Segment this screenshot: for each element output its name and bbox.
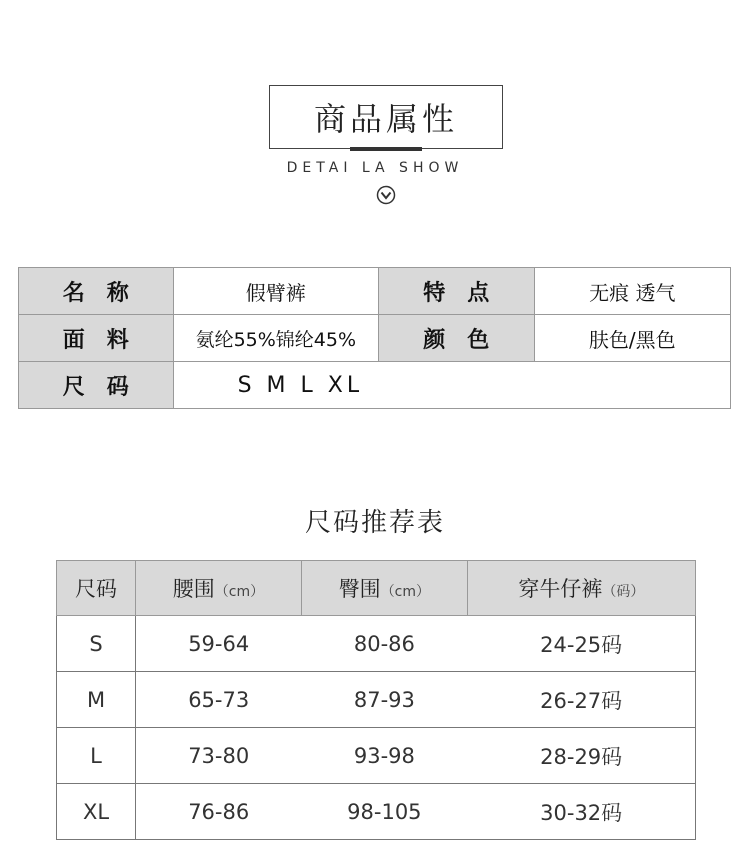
hip-cell: 98-105 [301,784,467,840]
jeans-size-cell: 26-27码 [467,672,695,728]
attr-value: 氨纶55%锦纶45% [173,315,378,362]
column-header: 尺码 [57,561,136,616]
size-cell: XL [57,784,136,840]
attributes-table [18,267,731,409]
hip-cell: 93-98 [301,728,467,784]
page-subtitle: DETAI LA SHOW [286,160,464,176]
page-title: 商品属性 [313,100,458,138]
hip-cell: 87-93 [301,672,467,728]
attr-row [19,268,731,315]
attr-value: 肤色/黑色 [534,315,730,362]
attr-value: S M L XL [173,362,730,409]
waist-cell: 59-64 [136,616,302,672]
hip-cell: 80-86 [301,616,467,672]
attr-label: 面 料 [19,315,174,362]
table-row [57,728,696,784]
attr-label: 颜 色 [379,315,535,362]
waist-cell: 73-80 [136,728,302,784]
size-table-title: 尺码推荐表 [304,508,445,538]
column-header: 腰围（cm） [136,561,302,616]
page-title-box [269,85,503,149]
size-cell: M [57,672,136,728]
attr-value: 无痕 透气 [534,268,730,315]
attr-label: 名 称 [19,268,174,315]
attr-row [19,315,731,362]
size-cell: L [57,728,136,784]
attr-value: 假臂裤 [173,268,378,315]
size-table [56,560,696,840]
column-header: 臀围（cm） [301,561,467,616]
jeans-size-cell: 28-29码 [467,728,695,784]
size-table-header [57,561,696,616]
column-header: 穿牛仔裤（码） [467,561,695,616]
attr-label: 尺 码 [19,362,174,409]
jeans-size-cell: 24-25码 [467,616,695,672]
jeans-size-cell: 30-32码 [467,784,695,840]
waist-cell: 76-86 [136,784,302,840]
size-cell: S [57,616,136,672]
table-row [57,672,696,728]
attr-row [19,362,731,409]
waist-cell: 65-73 [136,672,302,728]
table-row [57,616,696,672]
chevron-down-circle-icon [376,185,396,205]
table-row [57,784,696,840]
title-underline [350,147,422,151]
attr-label: 特 点 [379,268,535,315]
